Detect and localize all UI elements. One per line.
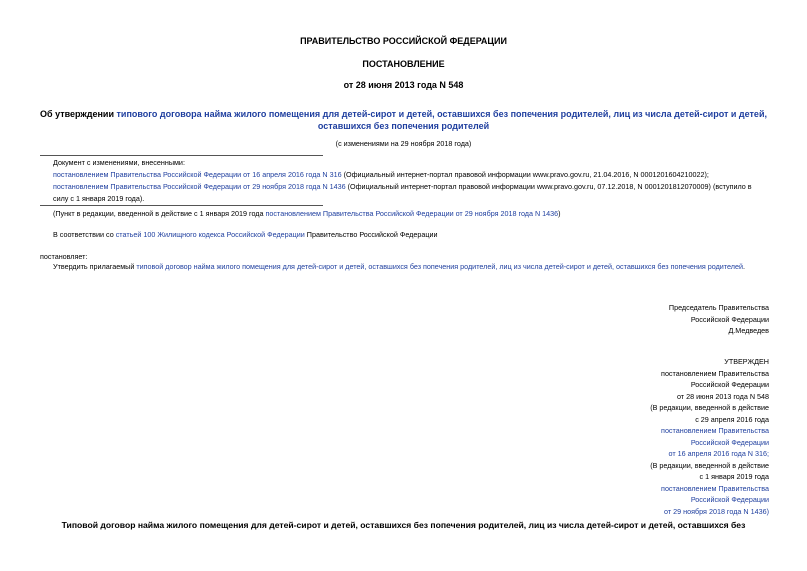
approved-link-1-line-2[interactable]: Российской Федерации: [690, 437, 769, 447]
amendment-item-1: [53, 169, 773, 181]
signature-line-3: Д.Медведев: [728, 326, 769, 335]
signature-line-1: Председатель Правительства: [668, 303, 769, 312]
contract-title: Типовой договор найма жилого помещения для детей-сирот и детей, оставшихся без попечения родителей, лиц из числа детей-сирот и детей, оставшихся без: [61, 520, 746, 530]
title-link[interactable]: типового договора найма жилого помещения для детей-сирот и детей, оставшихся без попечения родителей, лиц из числа детей-сирот и детей, оставшихся без попечения родителей: [116, 109, 767, 131]
resolves-end: .: [742, 262, 745, 271]
preamble: [53, 229, 438, 241]
signature-block: [669, 302, 769, 337]
signature-line-2: Российской Федерации: [690, 314, 769, 324]
approved-link-2-line-3[interactable]: от 29 ноября 2018 года N 1436): [664, 506, 769, 516]
approved-link-2-line-2[interactable]: Российской Федерации: [690, 495, 769, 504]
amendment-1-text: (Официальный интернет-портал правовой информации www.pravo.gov.ru, 21.04.2016, N 0001201604210022);: [341, 170, 709, 179]
resolves-link[interactable]: типовой договор найма жилого помещения для детей-сирот и детей, оставшихся без попечения родителей, лиц из числа детей-сирот и детей, оставшихся без попечения родителей: [136, 262, 743, 271]
amendments-bottom-divider: [40, 205, 323, 206]
approved-title: УТВЕРЖДЕН: [724, 357, 769, 366]
title-prefix: Об утверждении: [40, 109, 117, 119]
approved-link-1-line-1[interactable]: постановлением Правительства: [661, 426, 769, 435]
amendments-intro: Документ с изменениями, внесенными:: [53, 158, 185, 167]
resolves-start: Утвердить прилагаемый: [53, 262, 137, 271]
government-heading: ПРАВИТЕЛЬСТВО РОССИЙСКОЙ ФЕДЕРАЦИИ: [300, 36, 507, 46]
approved-link-1-line-3[interactable]: от 16 апреля 2016 года N 316;: [668, 449, 769, 458]
edition-note-end: ): [558, 209, 561, 218]
preamble-end: Правительство Российской Федерации: [304, 230, 438, 239]
edition-note-link[interactable]: постановлением Правительства Российской Федерации от 29 ноября 2018 года N 1436: [265, 209, 559, 218]
changes-note: (с изменениями на 29 ноября 2018 года): [335, 139, 472, 148]
preamble-link[interactable]: статьей 100 Жилищного кодекса Российской Федерации: [115, 230, 305, 239]
amendment-item-2: [53, 181, 769, 204]
amendment-2-link[interactable]: постановлением Правительства Российской Федерации от 29 ноября 2018 года N 1436: [53, 182, 346, 191]
amendment-2-text: (Официальный интернет-портал правовой информации www.pravo.gov.ru, 07.12.2018, N 0001201812070009) (вступило в силу с 1 января 2019 года).: [53, 182, 752, 203]
amendments-top-divider: [40, 155, 323, 156]
edition-note-text: (Пункт в редакции, введенной в действие с 1 января 2019 года: [53, 209, 266, 218]
amendment-1-link[interactable]: постановлением Правительства Российской Федерации от 16 апреля 2016 года N 316: [53, 170, 342, 179]
doc-type-heading: ПОСТАНОВЛЕНИЕ: [362, 59, 445, 69]
date-number-heading: от 28 июня 2013 года N 548: [343, 80, 464, 90]
approved-line-5: с 29 апреля 2016 года: [695, 414, 769, 424]
document-title: [40, 108, 767, 132]
approved-line-1: постановлением Правительства: [661, 368, 769, 378]
approved-line-2: Российской Федерации: [690, 380, 769, 389]
approved-line-10: с 1 января 2019 года: [699, 472, 769, 481]
approved-line-3: от 28 июня 2013 года N 548: [676, 391, 769, 401]
approved-line-9: (В редакции, введенной в действие: [650, 460, 769, 470]
resolves-text: [53, 261, 783, 273]
edition-note: [53, 208, 561, 220]
resolves-word: постановляет:: [40, 252, 88, 261]
approved-line-4: (В редакции, введенной в действие: [650, 403, 769, 412]
approved-block: [650, 356, 769, 517]
approved-link-2-line-1[interactable]: постановлением Правительства: [661, 483, 769, 493]
preamble-start: В соответствии со: [53, 230, 116, 239]
